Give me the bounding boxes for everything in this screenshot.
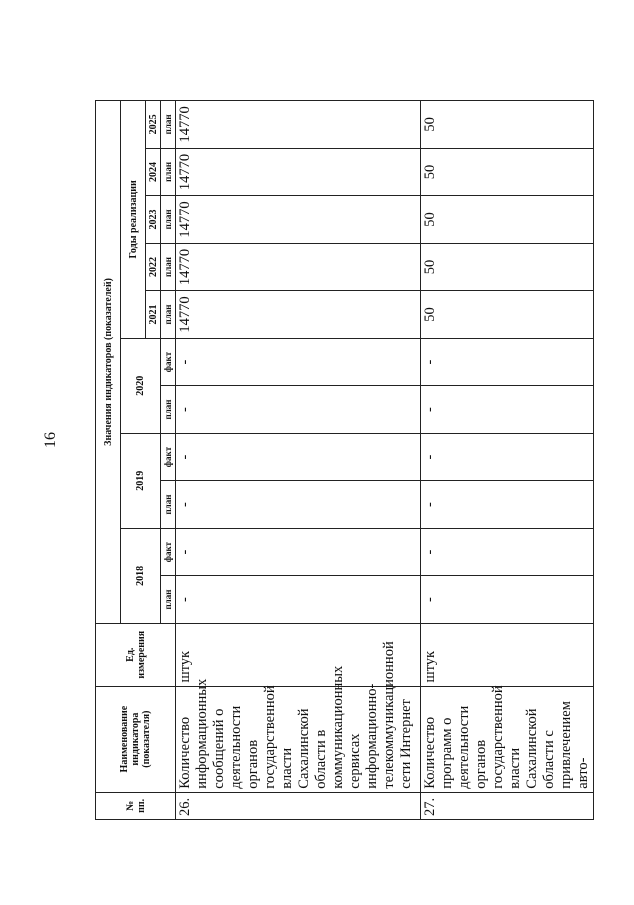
- row-value: 14770: [176, 243, 421, 291]
- header-plan: план: [161, 101, 176, 149]
- indicator-table-rotated: [95, 100, 591, 820]
- header-year-2022: 2022: [146, 243, 161, 291]
- row-value: -: [176, 528, 421, 576]
- header-year-2019: 2019: [121, 433, 161, 528]
- row-value: 50: [421, 101, 594, 149]
- header-plan: план: [161, 291, 176, 339]
- row-unit: штук: [421, 623, 594, 686]
- row-name: Количество информационных сообщений о деятельности органов государственной власти Сахалинской области в коммуникационных сервисах информационно-телекоммуникационной сети Интернет: [176, 686, 421, 792]
- header-fact: факт: [161, 433, 176, 481]
- header-fact: факт: [161, 528, 176, 576]
- header-year-2020: 2020: [121, 338, 161, 433]
- header-year-2023: 2023: [146, 196, 161, 244]
- row-value: -: [176, 386, 421, 434]
- row-value: 14770: [176, 291, 421, 339]
- row-value: 50: [421, 291, 594, 339]
- header-plan: план: [161, 243, 176, 291]
- header-year-2021: 2021: [146, 291, 161, 339]
- row-value: -: [176, 481, 421, 529]
- row-value: 50: [421, 243, 594, 291]
- row-value: 50: [421, 196, 594, 244]
- page-number: 16: [42, 432, 59, 448]
- row-name: Количество программ о деятельности органов государственной власти Сахалинской области с привлечением авто-: [421, 686, 594, 792]
- row-num: 27.: [421, 792, 594, 819]
- header-year-2024: 2024: [146, 148, 161, 196]
- table-row: [421, 101, 594, 820]
- table-row: [176, 101, 421, 820]
- header-plan: план: [161, 196, 176, 244]
- header-plan: план: [161, 576, 176, 624]
- row-value: 14770: [176, 196, 421, 244]
- row-value: -: [421, 338, 594, 386]
- row-value: -: [176, 576, 421, 624]
- header-years-realization: Годы реализации: [121, 101, 146, 339]
- row-value: -: [421, 481, 594, 529]
- header-values-group: Значения индикаторов (показателей): [96, 101, 121, 624]
- row-value: -: [421, 386, 594, 434]
- row-value: 50: [421, 148, 594, 196]
- header-plan: план: [161, 386, 176, 434]
- header-year-2025: 2025: [146, 101, 161, 149]
- header-plan: план: [161, 481, 176, 529]
- row-num: 26.: [176, 792, 421, 819]
- row-value: -: [421, 433, 594, 481]
- header-num: № пп.: [96, 792, 176, 819]
- row-value: 14770: [176, 148, 421, 196]
- header-unit: Ед. измерения: [96, 623, 176, 686]
- row-value: -: [421, 528, 594, 576]
- header-name: Наименование индикатора (показателя): [96, 686, 176, 792]
- row-unit: штук: [176, 623, 421, 686]
- row-value: -: [421, 576, 594, 624]
- header-plan: план: [161, 148, 176, 196]
- header-fact: факт: [161, 338, 176, 386]
- header-year-2018: 2018: [121, 528, 161, 623]
- row-value: 14770: [176, 101, 421, 149]
- indicator-table: [95, 100, 594, 820]
- row-value: -: [176, 433, 421, 481]
- row-value: -: [176, 338, 421, 386]
